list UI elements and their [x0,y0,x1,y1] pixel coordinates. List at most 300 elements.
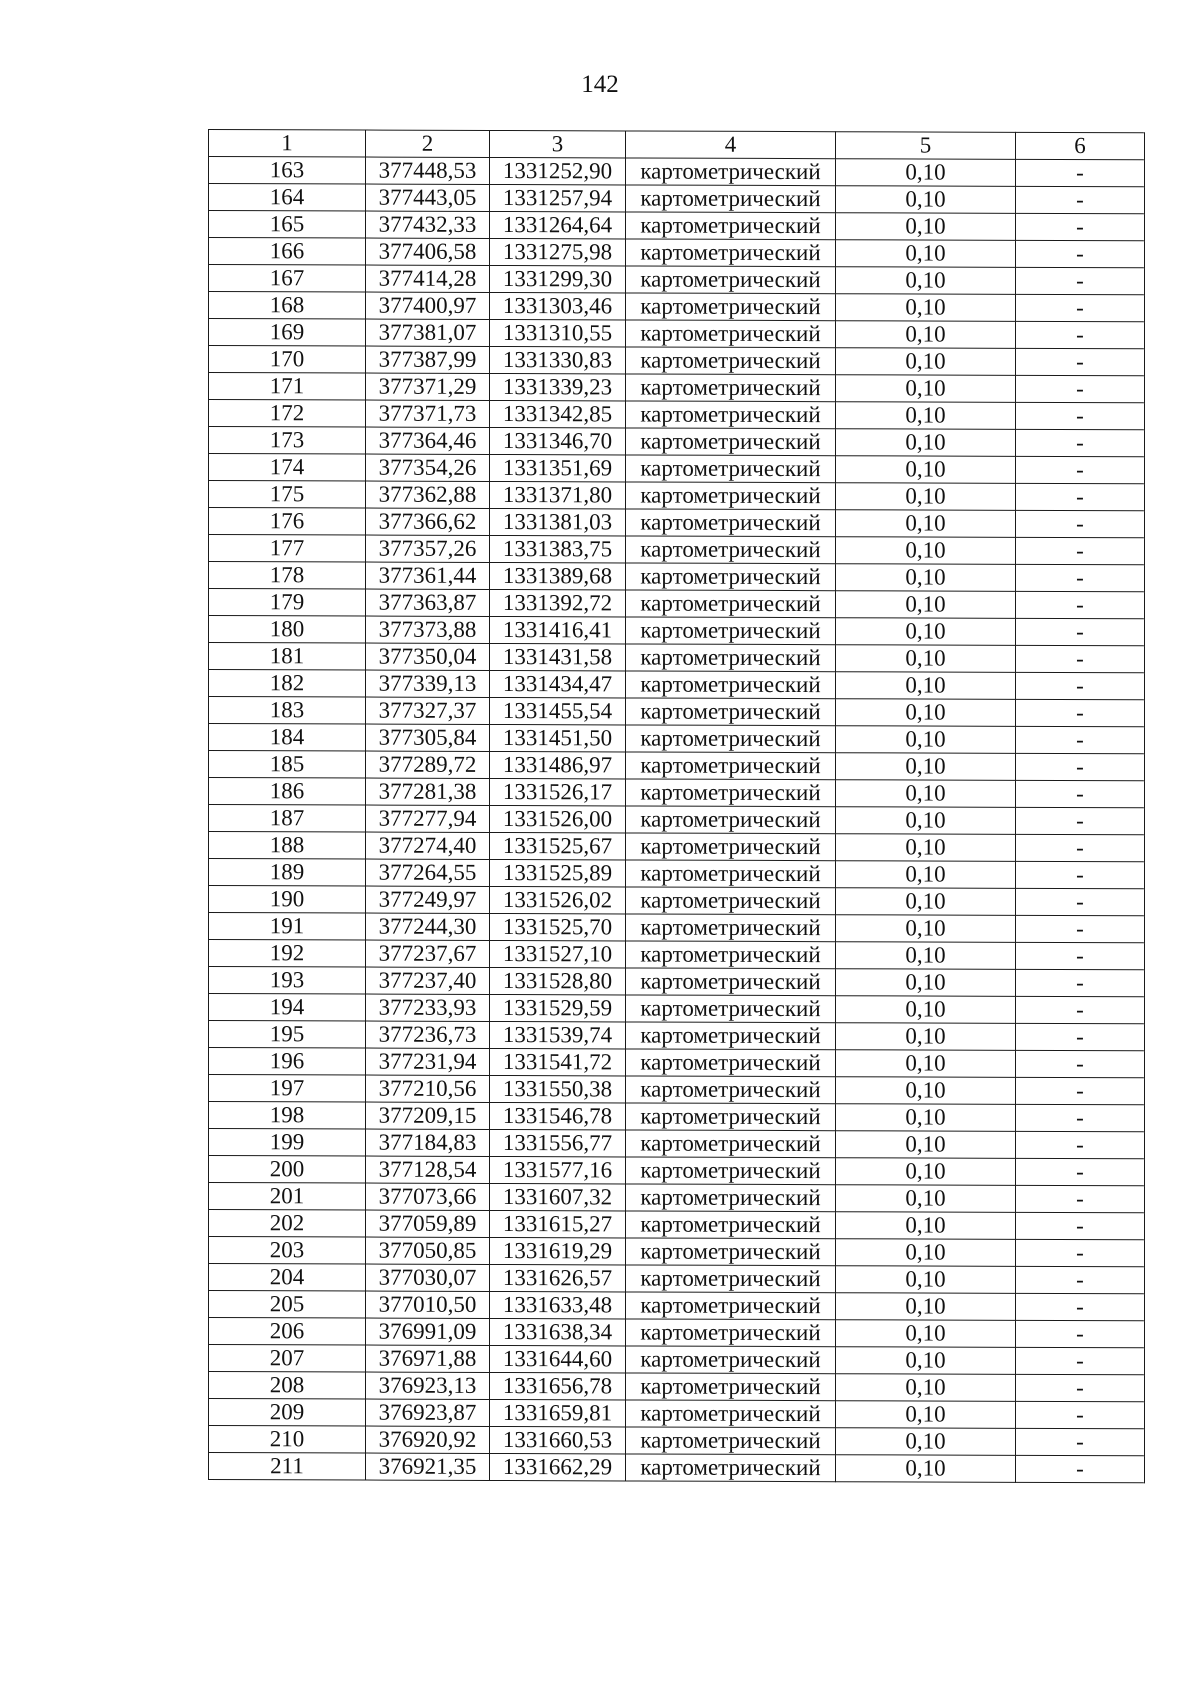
method-cell: картометрический [626,455,836,483]
method-cell: картометрический [626,1103,836,1131]
accuracy-cell: 0,10 [836,429,1016,457]
method-cell: картометрический [626,374,836,402]
accuracy-cell: 0,10 [836,159,1016,187]
accuracy-cell: 0,10 [836,1104,1016,1132]
table-row [209,508,1145,538]
method-cell: картометрический [626,536,836,564]
point-number-cell: 199 [209,1129,366,1157]
point-number-cell: 185 [209,751,366,779]
y-coordinate-cell: 1331556,77 [490,1129,626,1156]
note-cell: - [1016,1185,1145,1212]
note-cell: - [1016,1239,1145,1266]
method-cell: картометрический [626,644,836,672]
note-cell: - [1016,618,1145,645]
method-cell: картометрический [626,995,836,1023]
method-cell: картометрический [626,1049,836,1077]
table-row [209,1237,1145,1267]
note-cell: - [1016,1023,1145,1050]
y-coordinate-cell: 1331528,80 [490,967,626,994]
note-cell: - [1016,564,1145,591]
table-row [209,346,1145,376]
note-cell: - [1016,1158,1145,1185]
y-coordinate-cell: 1331619,29 [490,1237,626,1264]
x-coordinate-cell: 377281,38 [366,778,490,805]
y-coordinate-cell: 1331525,67 [490,832,626,859]
point-number-cell: 193 [209,967,366,995]
x-coordinate-cell: 377128,54 [366,1156,490,1183]
method-cell: картометрический [626,1373,836,1401]
table-row [209,859,1145,889]
table-row [209,454,1145,484]
accuracy-cell: 0,10 [836,1401,1016,1429]
point-number-cell: 194 [209,994,366,1022]
accuracy-cell: 0,10 [836,834,1016,862]
point-number-cell: 205 [209,1291,366,1319]
x-coordinate-cell: 377357,26 [366,535,490,562]
accuracy-cell: 0,10 [836,1158,1016,1186]
x-coordinate-cell: 377237,40 [366,967,490,994]
x-coordinate-cell: 377010,50 [366,1291,490,1318]
method-cell: картометрический [626,1292,836,1320]
method-cell: картометрический [626,1130,836,1158]
note-cell: - [1016,159,1145,186]
x-coordinate-cell: 377277,94 [366,805,490,832]
y-coordinate-cell: 1331303,46 [490,292,626,319]
y-coordinate-cell: 1331383,75 [490,535,626,562]
method-cell: картометрический [626,347,836,375]
point-number-cell: 202 [209,1210,366,1238]
y-coordinate-cell: 1331346,70 [490,427,626,454]
point-number-cell: 209 [209,1399,366,1427]
x-coordinate-cell: 377249,97 [366,886,490,913]
method-cell: картометрический [626,968,836,996]
y-coordinate-cell: 1331299,30 [490,265,626,292]
y-coordinate-cell: 1331656,78 [490,1372,626,1399]
note-cell: - [1016,1050,1145,1077]
accuracy-cell: 0,10 [836,726,1016,754]
x-coordinate-cell: 377371,73 [366,400,490,427]
accuracy-cell: 0,10 [836,186,1016,214]
x-coordinate-cell: 376923,87 [366,1399,490,1426]
accuracy-cell: 0,10 [836,753,1016,781]
x-coordinate-cell: 377274,40 [366,832,490,859]
point-number-cell: 192 [209,940,366,968]
x-coordinate-cell: 377371,29 [366,373,490,400]
point-number-cell: 176 [209,508,366,536]
method-cell: картометрический [626,752,836,780]
note-cell: - [1016,402,1145,429]
point-number-cell: 171 [209,373,366,401]
accuracy-cell: 0,10 [836,1428,1016,1456]
header-cell-5: 5 [836,132,1016,160]
table-row [209,994,1145,1024]
x-coordinate-cell: 377400,97 [366,292,490,319]
table-row [209,1264,1145,1294]
table-row [209,832,1145,862]
x-coordinate-cell: 377289,72 [366,751,490,778]
note-cell: - [1016,1104,1145,1131]
accuracy-cell: 0,10 [836,888,1016,916]
table-row [209,643,1145,673]
point-number-cell: 190 [209,886,366,914]
y-coordinate-cell: 1331615,27 [490,1210,626,1237]
x-coordinate-cell: 377244,30 [366,913,490,940]
point-number-cell: 204 [209,1264,366,1292]
point-number-cell: 197 [209,1075,366,1103]
table-row [209,1426,1145,1456]
x-coordinate-cell: 377387,99 [366,346,490,373]
method-cell: картометрический [626,320,836,348]
note-cell: - [1016,888,1145,915]
point-number-cell: 200 [209,1156,366,1184]
table-row [209,292,1145,322]
point-number-cell: 188 [209,832,366,860]
note-cell: - [1016,672,1145,699]
table-row [209,778,1145,808]
method-cell: картометрический [626,1265,836,1293]
accuracy-cell: 0,10 [836,942,1016,970]
method-cell: картометрический [626,401,836,429]
point-number-cell: 198 [209,1102,366,1130]
table-row [209,319,1145,349]
table-row [209,1372,1145,1402]
point-number-cell: 175 [209,481,366,509]
method-cell: картометрический [626,914,836,942]
y-coordinate-cell: 1331525,89 [490,859,626,886]
x-coordinate-cell: 377432,33 [366,211,490,238]
y-coordinate-cell: 1331381,03 [490,508,626,535]
table-row [209,805,1145,835]
method-cell: картометрический [626,617,836,645]
method-cell: картометрический [626,1022,836,1050]
point-number-cell: 166 [209,238,366,266]
x-coordinate-cell: 377305,84 [366,724,490,751]
accuracy-cell: 0,10 [836,1293,1016,1321]
y-coordinate-cell: 1331660,53 [490,1426,626,1453]
method-cell: картометрический [626,509,836,537]
method-cell: картометрический [626,698,836,726]
note-cell: - [1016,186,1145,213]
y-coordinate-cell: 1331330,83 [490,346,626,373]
x-coordinate-cell: 377184,83 [366,1129,490,1156]
header-cell-3: 3 [490,130,626,157]
accuracy-cell: 0,10 [836,1131,1016,1159]
table-row [209,373,1145,403]
note-cell: - [1016,915,1145,942]
method-cell: картометрический [626,779,836,807]
point-number-cell: 186 [209,778,366,806]
accuracy-cell: 0,10 [836,213,1016,241]
method-cell: картометрический [626,1076,836,1104]
y-coordinate-cell: 1331275,98 [490,238,626,265]
x-coordinate-cell: 377350,04 [366,643,490,670]
note-cell: - [1016,294,1145,321]
y-coordinate-cell: 1331607,32 [490,1183,626,1210]
accuracy-cell: 0,10 [836,780,1016,808]
table-row [209,1399,1145,1429]
accuracy-cell: 0,10 [836,807,1016,835]
method-cell: картометрический [626,1400,836,1428]
note-cell: - [1016,510,1145,537]
point-number-cell: 189 [209,859,366,887]
method-cell: картометрический [626,185,836,213]
method-cell: картометрический [626,563,836,591]
note-cell: - [1016,321,1145,348]
x-coordinate-cell: 377366,62 [366,508,490,535]
point-number-cell: 164 [209,184,366,212]
y-coordinate-cell: 1331577,16 [490,1156,626,1183]
note-cell: - [1016,1428,1145,1455]
point-number-cell: 187 [209,805,366,833]
note-cell: - [1016,483,1145,510]
table-header-row [209,130,1145,160]
point-number-cell: 196 [209,1048,366,1076]
point-number-cell: 195 [209,1021,366,1049]
table-row [209,1102,1145,1132]
y-coordinate-cell: 1331351,69 [490,454,626,481]
table-row [209,751,1145,781]
y-coordinate-cell: 1331371,80 [490,481,626,508]
y-coordinate-cell: 1331416,41 [490,616,626,643]
y-coordinate-cell: 1331526,02 [490,886,626,913]
accuracy-cell: 0,10 [836,618,1016,646]
accuracy-cell: 0,10 [836,591,1016,619]
note-cell: - [1016,834,1145,861]
table-row [209,238,1145,268]
point-number-cell: 206 [209,1318,366,1346]
accuracy-cell: 0,10 [836,348,1016,376]
point-number-cell: 169 [209,319,366,347]
y-coordinate-cell: 1331633,48 [490,1291,626,1318]
y-coordinate-cell: 1331392,72 [490,589,626,616]
method-cell: картометрический [626,725,836,753]
table-row [209,211,1145,241]
table-row [209,535,1145,565]
y-coordinate-cell: 1331550,38 [490,1075,626,1102]
accuracy-cell: 0,10 [836,1185,1016,1213]
note-cell: - [1016,348,1145,375]
method-cell: картометрический [626,1211,836,1239]
x-coordinate-cell: 377030,07 [366,1264,490,1291]
note-cell: - [1016,726,1145,753]
note-cell: - [1016,213,1145,240]
x-coordinate-cell: 377233,93 [366,994,490,1021]
point-number-cell: 182 [209,670,366,698]
table-row [209,157,1145,187]
point-number-cell: 184 [209,724,366,752]
point-number-cell: 203 [209,1237,366,1265]
point-number-cell: 179 [209,589,366,617]
y-coordinate-cell: 1331659,81 [490,1399,626,1426]
x-coordinate-cell: 377448,53 [366,157,490,184]
note-cell: - [1016,267,1145,294]
table-row [209,265,1145,295]
accuracy-cell: 0,10 [836,1050,1016,1078]
note-cell: - [1016,1212,1145,1239]
y-coordinate-cell: 1331486,97 [490,751,626,778]
note-cell: - [1016,1347,1145,1374]
y-coordinate-cell: 1331527,10 [490,940,626,967]
y-coordinate-cell: 1331526,17 [490,778,626,805]
accuracy-cell: 0,10 [836,456,1016,484]
point-number-cell: 172 [209,400,366,428]
method-cell: картометрический [626,887,836,915]
note-cell: - [1016,429,1145,456]
x-coordinate-cell: 377231,94 [366,1048,490,1075]
method-cell: картометрический [626,1319,836,1347]
accuracy-cell: 0,10 [836,672,1016,700]
y-coordinate-cell: 1331546,78 [490,1102,626,1129]
table-row [209,1345,1145,1375]
point-number-cell: 173 [209,427,366,455]
accuracy-cell: 0,10 [836,564,1016,592]
y-coordinate-cell: 1331389,68 [490,562,626,589]
method-cell: картометрический [626,482,836,510]
y-coordinate-cell: 1331342,85 [490,400,626,427]
note-cell: - [1016,942,1145,969]
note-cell: - [1016,969,1145,996]
coordinates-table [208,129,1145,1483]
note-cell: - [1016,1077,1145,1104]
table-row [209,967,1145,997]
method-cell: картометрический [626,212,836,240]
y-coordinate-cell: 1331339,23 [490,373,626,400]
y-coordinate-cell: 1331264,64 [490,211,626,238]
note-cell: - [1016,699,1145,726]
table-row [209,616,1145,646]
note-cell: - [1016,996,1145,1023]
note-cell: - [1016,456,1145,483]
accuracy-cell: 0,10 [836,1347,1016,1375]
y-coordinate-cell: 1331662,29 [490,1453,626,1480]
table-row [209,589,1145,619]
point-number-cell: 208 [209,1372,366,1400]
table-row [209,1291,1145,1321]
x-coordinate-cell: 377414,28 [366,265,490,292]
accuracy-cell: 0,10 [836,321,1016,349]
x-coordinate-cell: 377443,05 [366,184,490,211]
x-coordinate-cell: 377354,26 [366,454,490,481]
method-cell: картометрический [626,671,836,699]
y-coordinate-cell: 1331644,60 [490,1345,626,1372]
accuracy-cell: 0,10 [836,1077,1016,1105]
x-coordinate-cell: 377073,66 [366,1183,490,1210]
y-coordinate-cell: 1331252,90 [490,157,626,184]
note-cell: - [1016,645,1145,672]
y-coordinate-cell: 1331541,72 [490,1048,626,1075]
table-row [209,886,1145,916]
point-number-cell: 174 [209,454,366,482]
method-cell: картометрический [626,1346,836,1374]
accuracy-cell: 0,10 [836,1239,1016,1267]
note-cell: - [1016,1131,1145,1158]
note-cell: - [1016,1455,1145,1482]
x-coordinate-cell: 377059,89 [366,1210,490,1237]
y-coordinate-cell: 1331529,59 [490,994,626,1021]
point-number-cell: 178 [209,562,366,590]
method-cell: картометрический [626,806,836,834]
note-cell: - [1016,1266,1145,1293]
note-cell: - [1016,591,1145,618]
x-coordinate-cell: 377210,56 [366,1075,490,1102]
accuracy-cell: 0,10 [836,645,1016,673]
accuracy-cell: 0,10 [836,537,1016,565]
point-number-cell: 183 [209,697,366,725]
table-row [209,670,1145,700]
accuracy-cell: 0,10 [836,402,1016,430]
point-number-cell: 168 [209,292,366,320]
note-cell: - [1016,1320,1145,1347]
accuracy-cell: 0,10 [836,240,1016,268]
x-coordinate-cell: 376920,92 [366,1426,490,1453]
accuracy-cell: 0,10 [836,1212,1016,1240]
x-coordinate-cell: 377264,55 [366,859,490,886]
table-row [209,1453,1145,1483]
method-cell: картометрический [626,941,836,969]
y-coordinate-cell: 1331431,58 [490,643,626,670]
method-cell: картометрический [626,428,836,456]
accuracy-cell: 0,10 [836,915,1016,943]
point-number-cell: 167 [209,265,366,293]
coordinates-table-body [209,130,1145,1483]
point-number-cell: 180 [209,616,366,644]
y-coordinate-cell: 1331455,54 [490,697,626,724]
x-coordinate-cell: 376971,88 [366,1345,490,1372]
point-number-cell: 210 [209,1426,366,1454]
table-row [209,1183,1145,1213]
table-row [209,1075,1145,1105]
table-row [209,1129,1145,1159]
note-cell: - [1016,537,1145,564]
note-cell: - [1016,1374,1145,1401]
page-number: 142 [581,71,619,98]
note-cell: - [1016,807,1145,834]
accuracy-cell: 0,10 [836,1374,1016,1402]
y-coordinate-cell: 1331451,50 [490,724,626,751]
y-coordinate-cell: 1331525,70 [490,913,626,940]
accuracy-cell: 0,10 [836,996,1016,1024]
table-row [209,427,1145,457]
note-cell: - [1016,780,1145,807]
point-number-cell: 207 [209,1345,366,1373]
x-coordinate-cell: 377361,44 [366,562,490,589]
table-row [209,913,1145,943]
header-cell-4: 4 [626,131,836,159]
header-cell-1: 1 [209,130,366,158]
y-coordinate-cell: 1331310,55 [490,319,626,346]
accuracy-cell: 0,10 [836,375,1016,403]
accuracy-cell: 0,10 [836,1023,1016,1051]
accuracy-cell: 0,10 [836,969,1016,997]
method-cell: картометрический [626,293,836,321]
x-coordinate-cell: 377327,37 [366,697,490,724]
table-row [209,1021,1145,1051]
method-cell: картометрический [626,1184,836,1212]
table-row [209,1210,1145,1240]
note-cell: - [1016,861,1145,888]
note-cell: - [1016,240,1145,267]
x-coordinate-cell: 377406,58 [366,238,490,265]
method-cell: картометрический [626,590,836,618]
point-number-cell: 201 [209,1183,366,1211]
y-coordinate-cell: 1331434,47 [490,670,626,697]
table-row [209,562,1145,592]
x-coordinate-cell: 376923,13 [366,1372,490,1399]
note-cell: - [1016,1293,1145,1320]
x-coordinate-cell: 377237,67 [366,940,490,967]
y-coordinate-cell: 1331539,74 [490,1021,626,1048]
accuracy-cell: 0,10 [836,294,1016,322]
